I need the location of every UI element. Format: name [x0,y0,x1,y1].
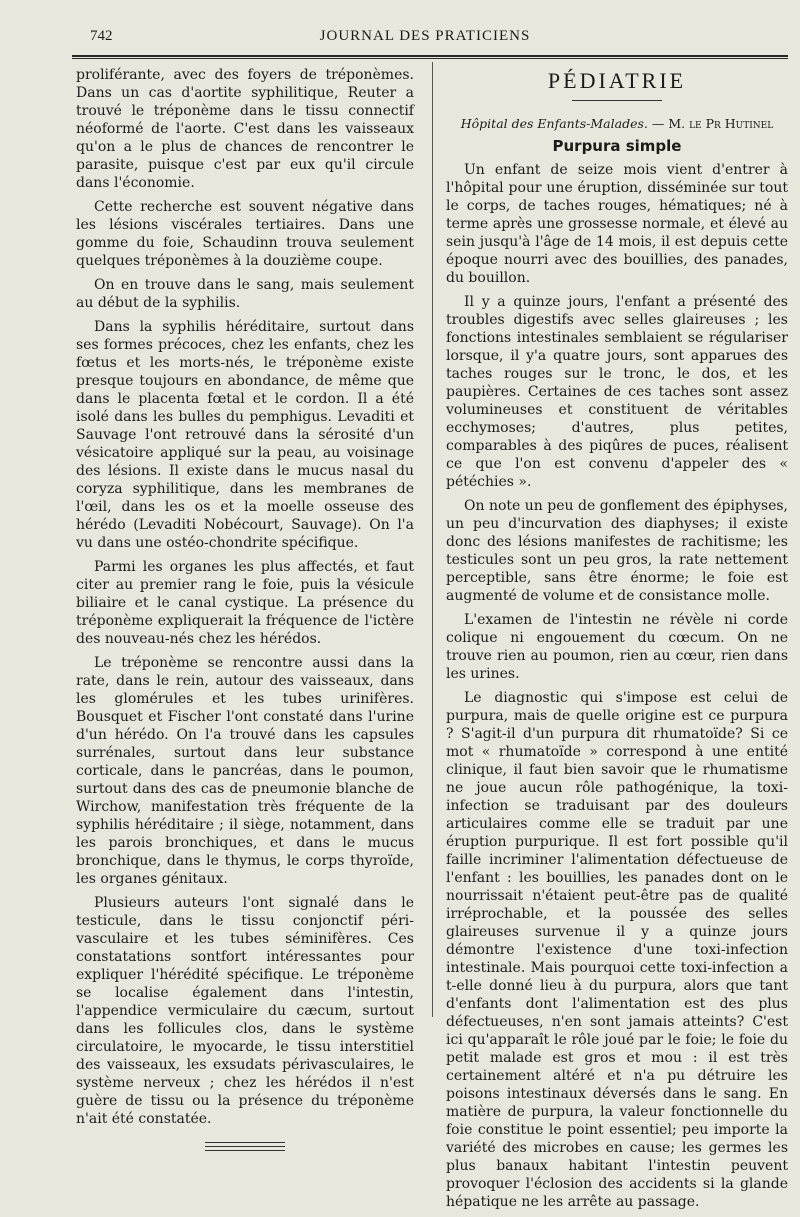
article-title: Purpura simple [552,137,682,155]
left-column [76,66,414,1154]
paragraph: Dans la syphilis héréditaire, surtout dans ses formes précoces, chez les enfants, chez les fœtus et les morts-nés, le tréponème existe presque toujours en abondance, de même que dans le placenta fœtal et le cordon. Il a été isolé dans les bulles du pemphigus. Levaditi et Sauvage l'ont retrouvé dans la sérosité d'un vésicatoire appliqué sur la peau, au voisinage des lésions. Il existe dans le mucus nasal du coryza syphilitique, dans les membranes de l'œil, dans les os et la moelle osseuse des hérédo (Levaditi Nobécourt, Sauvage). On l'a vu dans une ostéo-chondrite spécifique. [76,319,414,551]
institution: Hôpital des Enfants-Malades. [460,116,648,131]
right-column [446,66,788,1217]
paragraph: Plusieurs auteurs l'ont signalé dans le testicule, dans le tissu conjonctif péri-vasculaire et les tubes séminifères. Ces constatations sontfort intéressantes pour expliquer l'hérédité spécifique. Le tréponème se localise également dans l'intestin, l'appendice vermiculaire du cæcum, surtout dans les follicules clos, dans le système circulatoire, le myocarde, le tissu interstitiel des vaisseaux, les exsudats périvasculaires, le système nerveux ; chez les hérédos il n'est guère de tissu ou la présence du tréponème n'ait été constatée. [76,895,414,1127]
author: — M. le Pr Hutinel [651,116,774,131]
paragraph: On note un peu de gonflement des épiphyses, un peu d'incurvation des diaphyses; il existe donc des lésions manifestes de rachitisme; les testicules sont un peu gros, la rate nettement perceptible, sans être énorme; le foie est augmenté de volume et de consistance molle. [446,498,788,604]
paragraph: proliférante, avec des foyers de tréponèmes. Dans un cas d'aortite syphilitique, Reuter a trouvé le tréponème dans le tissu connectif néoformé de l'aorte. C'est dans les vaisseaux qu'on a le plus de chances de rencontrer le parasite, puisque c'est par eux qu'il circule dans l'économie. [76,67,414,191]
paragraph: On en trouve dans le sang, mais seulement au début de la syphilis. [76,277,414,311]
page-header [72,28,778,54]
section-title: PÉDIATRIE [547,68,687,93]
header-rule [72,55,788,57]
section-rule [572,100,662,101]
byline [446,115,788,133]
paragraph: Un enfant de seize mois vient d'entrer à l'hôpital pour une éruption, disséminée sur tout le corps, de taches rouges, hématiques; né à terme après une grossesse normale, et élevé au sein jusqu'à l'âge de 14 mois, il est depuis cette époque nourri avec des bouillies, des panades, du bouillon. [446,162,788,286]
paragraph: L'examen de l'intestin ne révèle ni corde colique ni engouement du cœcum. On ne trouve rien au poumon, rien au cœur, rien dans les urines. [446,612,788,682]
paragraph: Il y a quinze jours, l'enfant a présenté des troubles digestifs avec selles glaireuses ; les fonctions intestinales semblaient se régulariser lorsque, il y'a quatre jours, sont apparues des taches rouges sur le tronc, le dos, et les paupières. Certaines de ces taches sont assez volumineuses et constituent de véritables ecchymoses; d'autres, plus petites, comparables à des piqûres de puces, réalisent ce que l'on est convenu d'appeler des « pétéchies ». [446,294,788,490]
paragraph: Le tréponème se rencontre aussi dans la rate, dans le rein, autour des vaisseaux, dans les glomérules et les tubes urinifères. Bousquet et Fischer l'ont constaté dans l'urine d'un hérédo. On l'a trouvé dans les capsules surrénales, surtout dans leur substance corticale, dans le pancréas, dans le poumon, surtout dans des cas de pneumonie blanche de Wirchow, manifestation très fréquente de la syphilis héréditaire ; il siège, notamment, dans les parois bronchiques, et dans le mucus bronchique, dans le thymus, le corps thyroïde, les organes génitaux. [76,655,414,887]
header-rule-thin [72,58,788,59]
column-divider [432,62,433,1017]
paragraph: Parmi les organes les plus affectés, et faut citer au premier rang le foie, puis la vésicule biliaire et le canal cystique. La présence du tréponème expliquerait la fréquence de l'ictère des nouveau-nés chez les hérédos. [76,559,414,647]
running-title: JOURNAL DES PRATICIENS [319,28,531,44]
paragraph: Cette recherche est souvent négative dans les lésions viscérales tertiaires. Dans une gomme du foie, Schaudinn trouva seulement quelques tréponèmes à la douzième coupe. [76,199,414,269]
paragraph: Le diagnostic qui s'impose est celui de purpura, mais de quelle origine est ce purpura ? S'agit-il d'un purpura dit rhumatoïde? Si ce mot « rhumatoïde » correspond à une entité clinique, il faut bien savoir que le rhumatisme ne joue aucun rôle pathogénique, la toxi-infection se traduisant par des douleurs articulaires comme elle se traduit par une éruption purpurique. Il est fort possible qu'il faille incriminer l'alimentation défectueuse de l'enfant : les bouillies, les panades dont on le nourrissait n'étaient peut-être pas de qualité irréprochable, et la poussée des selles glaireuses survenue il y a quinze jours démontre l'existence d'une toxi-infection intestinale. Mais pourquoi cette toxi-infection a t-elle donné lieu à du purpura, alors que tant d'enfants dont l'alimentation est des plus défectueuses, n'en sont jamais atteints? C'est ici qu'apparaît le rôle joué par le foie; le foie du petit malade est gros et mou : il est très certainement altéré et n'a pu détruire les poisons intestinaux déversés dans le sang. En matière de purpura, la valeur fonctionnelle du foie constitue le point essentiel; peu importe la variété des microbes en cause; les germes les plus banaux habitant l'intestin peuvent provoquer l'éclosion des accidents si la glande hépatique ne les arrête au passage. [446,690,788,1210]
page-number: 742 [90,28,113,44]
end-mark [205,1142,285,1151]
